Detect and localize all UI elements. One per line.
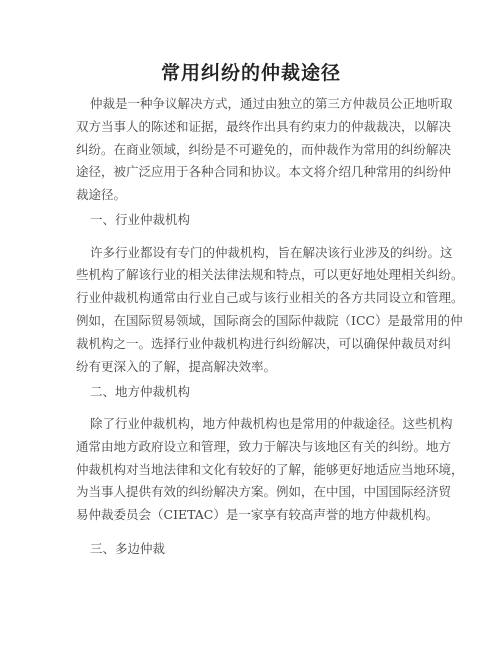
section2-line: 易仲裁委员会（CIETAC）是一家享有较高声誉的地方仲裁机构。	[76, 507, 439, 522]
intro-line: 纠纷。在商业领域，纠纷是不可避免的，而仲裁作为常用的纠纷解决	[76, 142, 452, 157]
section-heading-3: 三、多边仲裁	[90, 541, 166, 556]
intro-line: 双方当事人的陈述和证据，最终作出具有约束力的仲裁裁决，以解决	[76, 119, 452, 134]
section1-line: 例如，在国际贸易领域，国际商会的国际仲裁院（ICC）是最常用的仲	[76, 313, 463, 328]
intro-line: 仲裁是一种争议解决方式，通过由独立的第三方仲裁员公正地听取	[90, 96, 453, 111]
section-heading-1: 一、行业仲裁机构	[90, 212, 191, 227]
section2-line: 除了行业仲裁机构，地方仲裁机构也是常用的仲裁途径。这些机构	[90, 416, 453, 431]
section1-line: 些机构了解该行业的相关法律法规和特点，可以更好地处理相关纠纷。	[76, 267, 464, 282]
section-heading-2: 二、地方仲裁机构	[90, 384, 191, 399]
section2-line: 为当事人提供有效的纠纷解决方案。例如，在中国，中国国际经济贸	[76, 484, 452, 499]
section2-line: 仲裁机构对当地法律和文化有较好的了解，能够更好地适应当地环境，	[76, 462, 464, 477]
section1-line: 许多行业都设有专门的仲裁机构，旨在解决该行业涉及的纠纷。这	[90, 245, 453, 260]
page-title: 常用纠纷的仲裁途径	[160, 62, 341, 84]
intro-line: 途径，被广泛应用于各种合同和协议。本文将介绍几种常用的纠纷仲	[76, 164, 452, 179]
intro-line: 裁途径。	[76, 187, 127, 202]
section1-line: 裁机构之一。选择行业仲裁机构进行纠纷解决，可以确保仲裁员对纠	[76, 336, 452, 351]
section1-line: 行业仲裁机构通常由行业自己或与该行业相关的各方共同设立和管理。	[76, 290, 464, 305]
section2-line: 通常由地方政府设立和管理，致力于解决与该地区有关的纠纷。地方	[76, 439, 452, 454]
section1-line: 纷有更深入的了解，提高解决效率。	[76, 359, 277, 374]
